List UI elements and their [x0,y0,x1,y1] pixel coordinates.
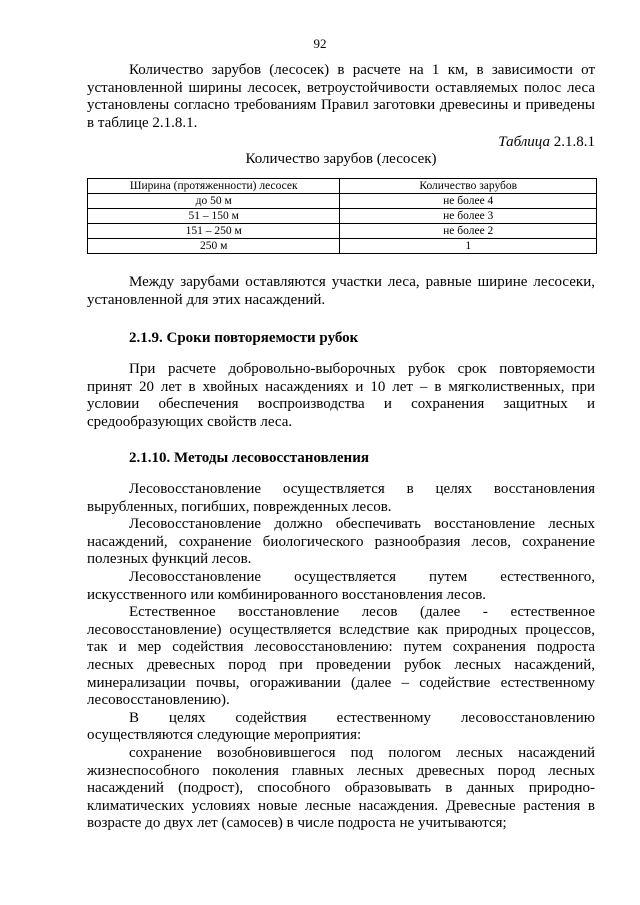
paragraph: сохранение возобновившегося под пологом лесных насаждений жизнеспособного поколения главных лесных древесных пород лесных насаждений (подрост), способного образовывать в данных природно-климатических условиях новые лесные насаждения. Древесные растения в возрасте до двух лет (самосев) в числе подроста не учитываются; [87,744,595,832]
section-2-1-9-paragraph: При расчете добровольно-выборочных рубок срок повторяемости принят 20 лет в хвойных насаждениях и 10 лет – в мягколиственных, при условии обеспечения воспроизводства и сохранения защитных и средообразующих свойств леса. [87,361,595,430]
table-row [88,224,597,239]
table-header-count: Количество зарубов [340,179,597,194]
table-row [88,194,597,209]
paragraph: Лесовосстановление осуществляется путем естественного, искусственного или комбинированного восстановления лесов. [87,568,595,603]
paragraph: В целях содействия естественному лесовосстановлению осуществляются следующие мероприятия: [87,709,595,744]
after-table-paragraph: Между зарубами оставляются участки леса, равные ширине лесосеки, установленной для этих насаждений. [87,274,595,308]
table-cell: не более 4 [340,194,597,209]
table-cell: 1 [340,239,597,254]
table-caption-label: Таблица [498,134,550,150]
section-2-1-10-block [87,481,595,833]
section-2-1-9-block [87,361,595,431]
after-table-block [87,274,595,309]
table-cell: 51 – 150 м [88,209,340,224]
table-caption [87,134,595,151]
table-cell: не более 3 [340,209,597,224]
table-row [88,239,597,254]
table-cell: не более 2 [340,224,597,239]
intro-paragraph: Количество зарубов (лесосек) в расчете на 1 км, в зависимости от установленной ширины лесосек, ветроустойчивости оставляемых полос леса установлены согласно требованиям Правил заготовки древесины и приведены в таблице 2.1.8.1. [87,62,595,131]
paragraph: Лесовосстановление должно обеспечивать восстановление лесных насаждений, сохранение биологического разнообразия лесов, сохранение полезных функций лесов. [87,516,595,568]
paragraph: Естественное восстановление лесов (далее - естественное лесовосстановление) осуществляется вследствие как природных процессов, так и мер содействия лесовосстановлению: путем сохранения подроста лесных древесных пород при проведении рубок лесных насаждений, минерализации почвы, огораживании (далее – содействие естественному лесовосстановлению). [87,604,595,709]
table-cell: 151 – 250 м [88,224,340,239]
table-caption-number: 2.1.8.1 [553,134,595,150]
table-header-width: Ширина (протяженности) лесосек [88,179,340,194]
table-cell: до 50 м [88,194,340,209]
page-number: 92 [313,36,327,51]
table-cell: 250 м [88,239,340,254]
paragraph: Лесовосстановление осуществляется в целях восстановления вырубленных, погибших, поврежденных лесов. [87,481,595,515]
cuts-table [87,178,597,254]
table-row [88,209,597,224]
table-header-row [88,179,597,194]
section-heading-2-1-10: 2.1.10. Методы лесовосстановления [129,450,369,466]
table-title: Количество зарубов (лесосек) [245,151,437,167]
intro-paragraph-block [87,62,595,132]
section-heading-2-1-9: 2.1.9. Сроки повторяемости рубок [129,330,359,346]
